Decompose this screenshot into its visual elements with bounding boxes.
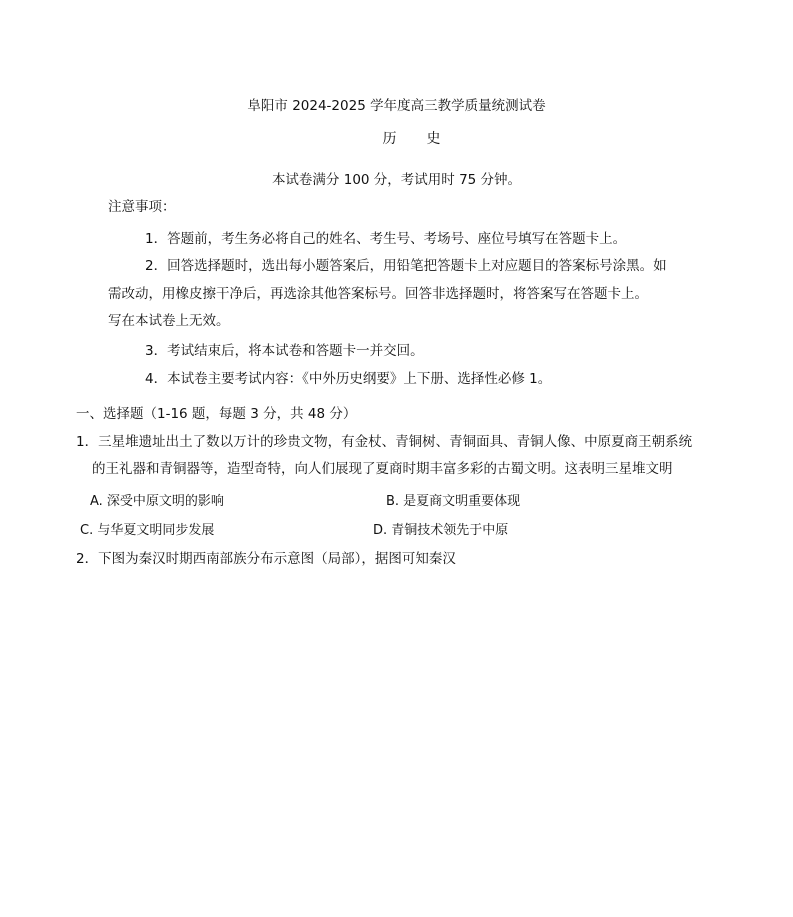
question-2-line-1: 2．下图为秦汉时期西南部族分布示意图（局部），据图可知秦汉 bbox=[76, 551, 456, 567]
question-1-line-1: 1．三星堆遗址出土了数以万计的珍贵文物，有金杖、青铜树、青铜面具、青铜人像、中原夏商王朝系统 bbox=[76, 434, 693, 450]
note-item-2-line-2: 需改动，用橡皮擦干净后，再选涂其他答案标号。回答非选择题时，将答案写在答题卡上。 bbox=[108, 286, 648, 302]
question-1-option-b: B. 是夏商文明重要体现 bbox=[386, 494, 521, 509]
question-1-option-c: C. 与华夏文明同步发展 bbox=[80, 523, 215, 538]
exam-info: 本试卷满分 100 分，考试用时 75 分钟。 bbox=[271, 172, 522, 188]
note-item-2-line-1: 2．回答选择题时，选出每小题答案后，用铅笔把答题卡上对应题目的答案标号涂黑。如 bbox=[145, 258, 667, 274]
note-item-2-line-3: 写在本试卷上无效。 bbox=[108, 313, 230, 329]
note-item-1: 1．答题前，考生务必将自己的姓名、考生号、考场号、座位号填写在答题卡上。 bbox=[145, 231, 627, 247]
question-1-option-d: D. 青铜技术领先于中原 bbox=[373, 523, 509, 538]
question-1-line-2: 的王礼器和青铜器等，造型奇特，向人们展现了夏商时期丰富多彩的古蜀文明。这表明三星堆文明 bbox=[92, 461, 673, 477]
section-heading: 一、选择题（1-16 题，每题 3 分，共 48 分） bbox=[76, 406, 357, 422]
note-item-3: 3．考试结束后，将本试卷和答题卡一并交回。 bbox=[145, 343, 424, 359]
subject-title: 历史 bbox=[382, 131, 471, 147]
question-1-option-a: A. 深受中原文明的影响 bbox=[90, 494, 224, 509]
exam-title: 阜阳市 2024-2025 学年度高三教学质量统测试卷 bbox=[247, 98, 546, 114]
note-item-4: 4．本试卷主要考试内容：《中外历史纲要》上下册、选择性必修 1。 bbox=[145, 371, 552, 387]
notes-heading: 注意事项： bbox=[108, 199, 176, 215]
